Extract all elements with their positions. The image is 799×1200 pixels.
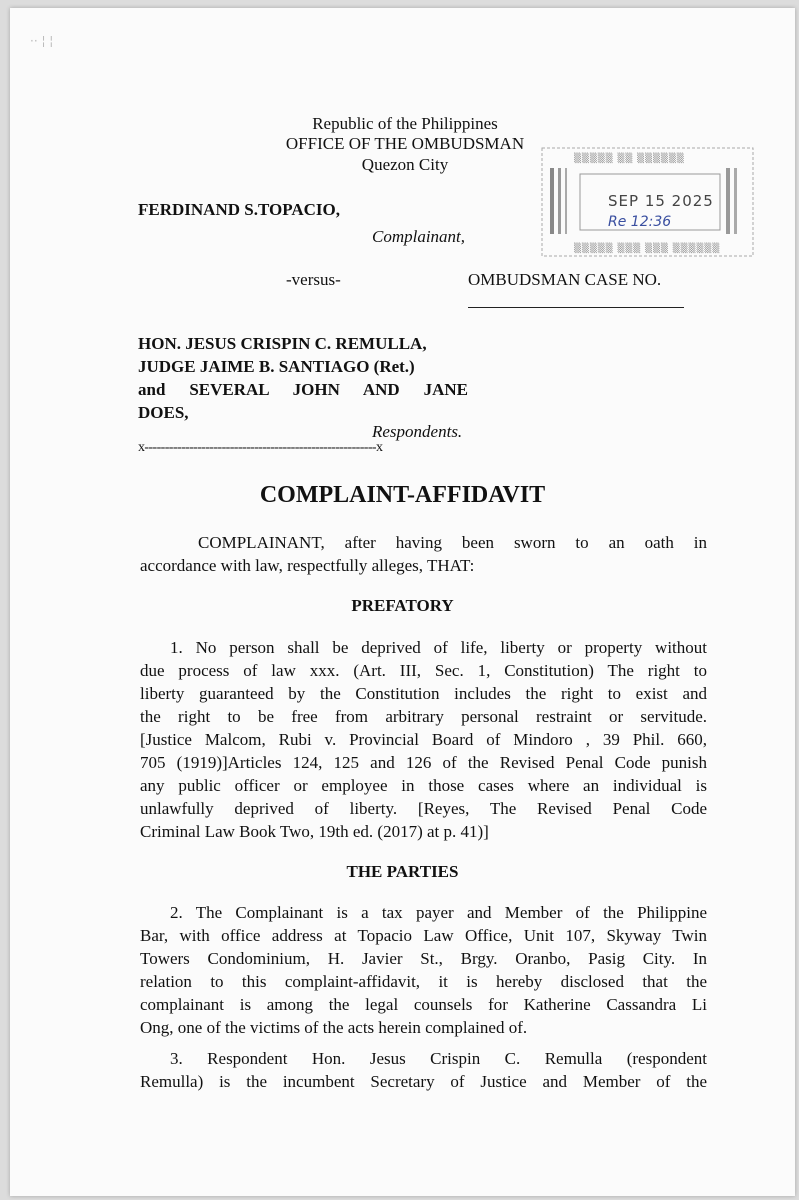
complainant-role: Complainant, [372, 227, 466, 246]
versus-label: -versus- [286, 270, 341, 289]
section-heading-prefatory: PREFATORY [351, 596, 454, 615]
respondents-block [138, 332, 468, 424]
respondents-role: Respondents. [372, 422, 463, 441]
intro-line: COMPLAINANT, after having been sworn to an oath in [198, 533, 707, 552]
paragraph-line: Remulla) is the incumbent Secretary of Justice and Member of the [140, 1072, 707, 1091]
paragraph-line: unlawfully deprived of liberty. [Reyes, The Revised Penal Code [140, 799, 707, 818]
paragraph-line: due process of law xxx. (Art. III, Sec. 1, Constitution) The right to [140, 661, 707, 680]
respondent-line: and SEVERAL JOHN AND JANE [138, 380, 468, 399]
intro-line: accordance with law, respectfully alleges, THAT: [140, 556, 475, 575]
stamp-bottom-text: ▒▒▒▒▒ ▒▒▒ ▒▒▒ ▒▒▒▒▒▒ [574, 244, 721, 254]
paragraph-1 [140, 636, 707, 843]
paragraph-line: relation to this complaint-affidavit, it is hereby disclosed that the [140, 972, 707, 991]
section-heading-parties: THE PARTIES [346, 862, 459, 881]
respondent-line: DOES, [138, 403, 189, 422]
paragraph-line: complainant is among the legal counsels for Katherine Cassandra Li [140, 995, 707, 1014]
caption-separator: x---------------------------------------------------------x [138, 440, 383, 455]
paragraph-line: any public officer or employee in those cases where an individual is [140, 776, 707, 795]
paragraph-line: 705 (1919)]Articles 124, 125 and 126 of the Revised Penal Code punish [140, 753, 707, 772]
paragraph-line: Bar, with office address at Topacio Law Office, Unit 107, Skyway Twin [140, 926, 707, 945]
paragraph-line: Towers Condominium, H. Javier St., Brgy. Oranbo, Pasig City. In [140, 949, 707, 968]
paragraph-line: [Justice Malcom, Rubi v. Provincial Board of Mindoro , 39 Phil. 660, [140, 730, 707, 749]
document-page [10, 8, 795, 1196]
paragraph-line: Ong, one of the victims of the acts herein complained of. [140, 1018, 528, 1037]
header-office: OFFICE OF THE OMBUDSMAN [285, 134, 525, 153]
document-title: COMPLAINT-AFFIDAVIT [259, 482, 546, 508]
complainant-name: FERDINAND S.TOPACIO, [138, 200, 340, 219]
stamp-handwritten: Re 12:36 [608, 214, 672, 230]
intro-paragraph [140, 531, 707, 577]
stamp-top-text: ▒▒▒▒▒ ▒▒ ▒▒▒▒▒▒ [574, 154, 685, 164]
header-city: Quezon City [361, 155, 449, 174]
respondent-line: HON. JESUS CRISPIN C. REMULLA, [138, 334, 427, 353]
header-republic: Republic of the Philippines [312, 114, 498, 133]
case-no-label: OMBUDSMAN CASE NO. [468, 270, 662, 289]
stamp-date: SEP 15 2025 [608, 192, 714, 210]
respondent-line: JUDGE JAIME B. SANTIAGO (Ret.) [138, 357, 415, 376]
paragraph-2 [140, 901, 707, 1039]
paragraph-line: 2. The Complainant is a tax payer and Member of the Philippine [170, 903, 707, 922]
paragraph-3 [140, 1047, 707, 1093]
paragraph-line: 1. No person shall be deprived of life, liberty or property without [170, 638, 707, 657]
receiving-stamp [540, 146, 755, 258]
paragraph-line: the right to be free from arbitrary personal restraint or servitude. [140, 707, 707, 726]
paragraph-line: liberty guaranteed by the Constitution includes the right to exist and [140, 684, 707, 703]
case-no-blank [468, 307, 684, 308]
paragraph-line: 3. Respondent Hon. Jesus Crispin C. Remulla (respondent [170, 1049, 707, 1068]
corner-mark: ·· ¦ ¦ [30, 34, 54, 48]
paragraph-line: Criminal Law Book Two, 19th ed. (2017) at p. 41)] [140, 822, 489, 841]
